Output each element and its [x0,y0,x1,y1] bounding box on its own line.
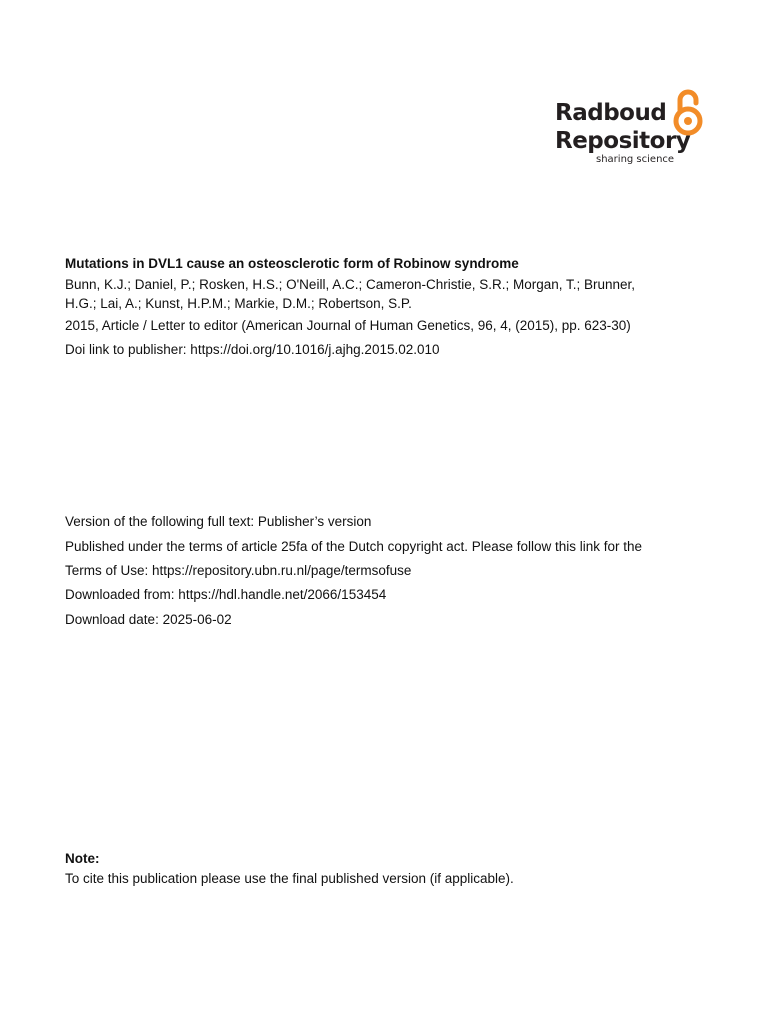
publication-title: Mutations in DVL1 cause an osteosclerotic form of Robinow syndrome [65,256,519,271]
note-text: To cite this publication please use the final published version (if applicable). [65,871,514,886]
logo-tagline: sharing science [596,154,675,165]
version-info: Version of the following full text: Publisher’s version [65,514,372,529]
terms-of-use-link[interactable]: Terms of Use: https://repository.ubn.ru.nl/page/termsofuse [65,563,412,578]
logo-line1: Radboud [555,100,667,126]
doi-link[interactable]: Doi link to publisher: https://doi.org/10.1016/j.ajhg.2015.02.010 [65,342,440,357]
citation: 2015, Article / Letter to editor (American Journal of Human Genetics, 96, 4, (2015), pp. 623-30) [65,318,631,333]
open-access-lock-icon [671,88,705,138]
authors-line-1: Bunn, K.J.; Daniel, P.; Rosken, H.S.; O'Neill, A.C.; Cameron-Christie, S.R.; Morgan, T.; Brunner, [65,277,636,292]
downloaded-from-link[interactable]: Downloaded from: https://hdl.handle.net/2066/153454 [65,587,387,602]
radboud-repository-logo [553,86,713,172]
note-heading: Note: [65,851,100,866]
download-date: Download date: 2025-06-02 [65,612,232,627]
logo-line2: Repository [555,128,691,154]
authors-line-2: H.G.; Lai, A.; Kunst, H.P.M.; Markie, D.M.; Robertson, S.P. [65,296,412,311]
terms-line-1: Published under the terms of article 25fa of the Dutch copyright act. Please follow this link for the [65,539,643,554]
